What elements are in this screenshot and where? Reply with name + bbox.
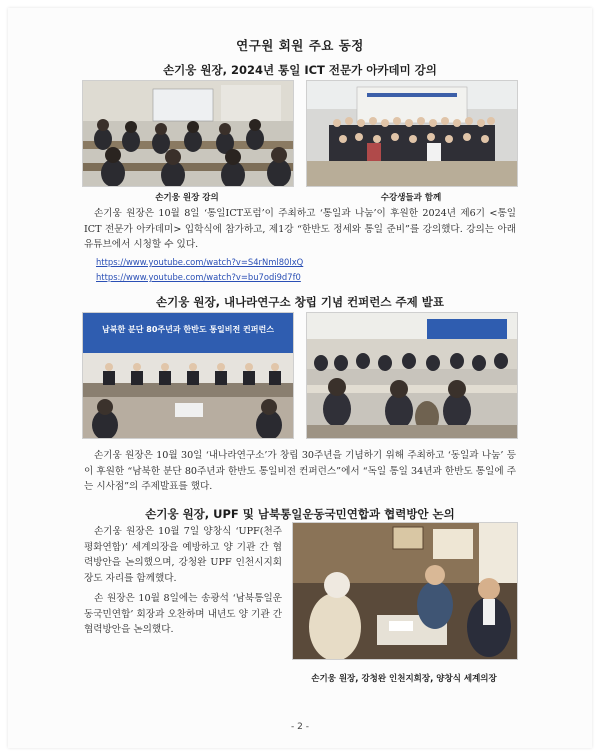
section1-paragraph: 손기웅 원장은 10월 8일 ‘통일ICT포럼’이 주최하고 ‘통일과 나눔’이 후원한 2024년 제6기 <통일 ICT 전문가 아카데미> 입학식에 참가하고, 제1강 “한반도 정세와 통일 준비”를 강의했다. 강의는 아래 유튜브에서 시청할 수 있다. bbox=[84, 208, 516, 250]
group-photo bbox=[306, 80, 518, 187]
lecture-photo bbox=[82, 80, 294, 187]
section1-heading: 손기웅 원장, 2024년 통일 ICT 전문가 아카데미 강의 bbox=[163, 63, 437, 77]
youtube-link-1[interactable]: https://www.youtube.com/watch?v=S4rNml80lxQ bbox=[96, 257, 304, 267]
meeting-photo-caption: 손기웅 원장, 강청완 인천지회장, 양창식 세계의장 bbox=[311, 674, 497, 684]
meeting-photo bbox=[292, 522, 518, 660]
conference-banner-text: 남북한 분단 80주년과 한반도 통일비전 컨퍼런스 bbox=[102, 325, 274, 334]
page-number: - 2 - bbox=[291, 722, 309, 732]
document-page bbox=[8, 8, 592, 748]
section3-heading: 손기웅 원장, UPF 및 남북통일운동국민연합과 협력방안 논의 bbox=[145, 507, 455, 521]
group-photo-caption: 수강생들과 함께 bbox=[380, 193, 442, 203]
section2-heading: 손기웅 원장, 내나라연구소 창립 기념 컨퍼런스 주제 발표 bbox=[156, 295, 444, 309]
section3-paragraph-2: 손 원장은 10월 8일에는 송광석 ‘남북통일운동국민연합’ 회장과 오찬하며 내년도 양 기관 간 협력방안을 논의했다. bbox=[84, 593, 282, 635]
conference-audience-photo bbox=[306, 312, 518, 439]
section3-paragraph-1: 손기웅 원장은 10월 7일 양창식 ‘UPF(천주평화연합)’ 세계의장을 예방하고 양 기관 간 협력방안을 논의했으며, 강청완 UPF 인천시지회장도 자리를 함께했다. bbox=[84, 526, 282, 584]
section2-paragraph: 손기웅 원장은 10월 30일 ‘내나라연구소’가 창립 30주년을 기념하기 위해 주최하고 ‘동일과 나눔’ 등이 후원한 “남북한 분단 80주년과 한반도 통일비전 컨퍼런스”에서 “독일 통일 34년과 한반도 통일에 주는 시사점”의 주제발표를 했다. bbox=[84, 450, 516, 492]
youtube-link-2[interactable]: https://www.youtube.com/watch?v=bu7odi9d7f0 bbox=[96, 272, 301, 282]
lecture-photo-caption: 손기웅 원장 강의 bbox=[155, 193, 219, 203]
document-title: 연구원 회원 주요 동정 bbox=[236, 38, 364, 53]
